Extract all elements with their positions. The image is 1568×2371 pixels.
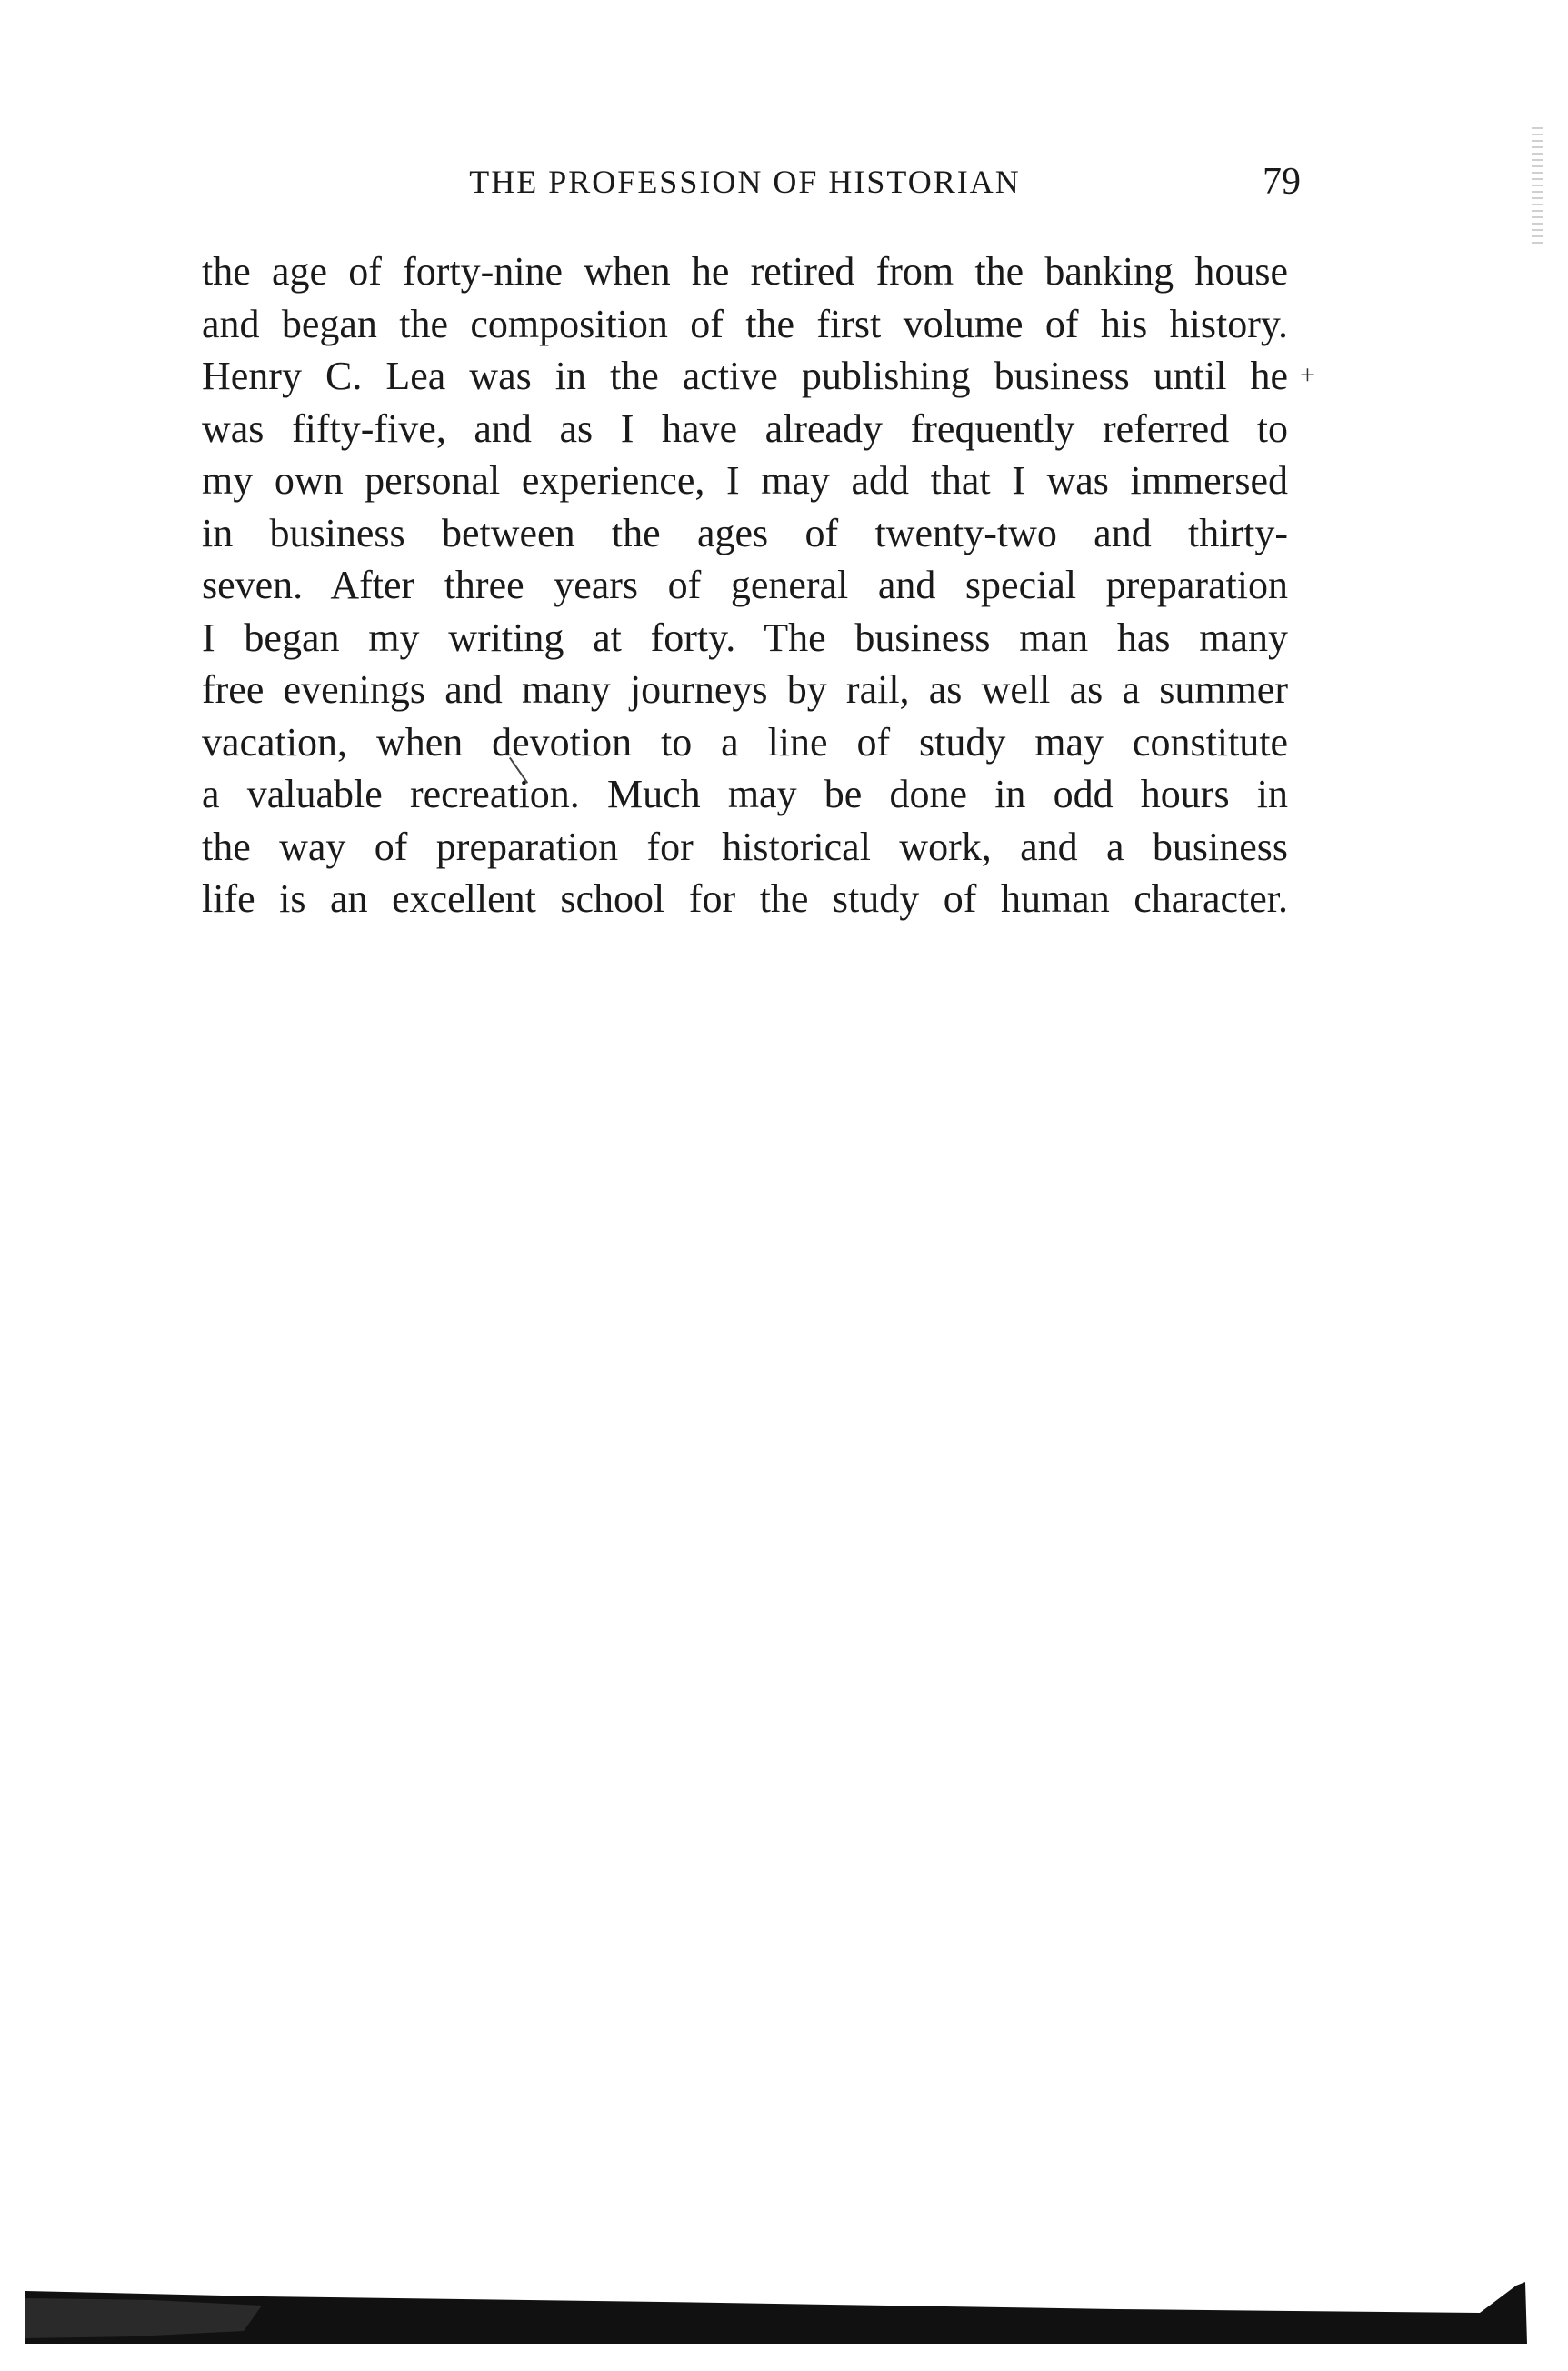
text-line: my own personal experience, I may add that I was immersed bbox=[202, 458, 1288, 503]
scan-bottom-edge-shape bbox=[25, 2282, 1533, 2344]
text-line: life is an excellent school for the study of human character. bbox=[202, 876, 1288, 921]
text-line: a valuable recreation. Much may be done in odd hours in bbox=[202, 772, 1288, 816]
text-line: and began the composition of the first volume of his history. bbox=[202, 301, 1288, 346]
text-line: vacation, when devotion to a line of study may constitute bbox=[202, 719, 1288, 765]
scan-bottom-edge-bar bbox=[25, 2282, 1533, 2344]
text-line: free evenings and many journeys by rail, as well as a summer bbox=[202, 667, 1288, 712]
margin-mark: + bbox=[1300, 360, 1315, 390]
text-line: I began my writing at forty. The business man has many bbox=[202, 615, 1288, 660]
text-line: the age of forty-nine when he retired from the banking house bbox=[202, 249, 1288, 294]
scan-edge-speckle bbox=[1532, 127, 1543, 245]
body-paragraph bbox=[202, 245, 1288, 925]
text-line: seven. After three years of general and special preparation bbox=[202, 563, 1288, 607]
running-title: THE PROFESSION OF HISTORIAN bbox=[469, 164, 1021, 200]
text-line: in business between the ages of twenty-two and thirty- bbox=[202, 510, 1288, 555]
page-number: 79 bbox=[1263, 161, 1301, 203]
text-line: Henry C. Lea was in the active publishing business until he bbox=[202, 354, 1288, 398]
text-line: the way of preparation for historical work, and a business bbox=[202, 824, 1288, 869]
running-head bbox=[202, 155, 1301, 209]
text-line: was fifty-five, and as I have already frequently referred to bbox=[202, 405, 1288, 451]
